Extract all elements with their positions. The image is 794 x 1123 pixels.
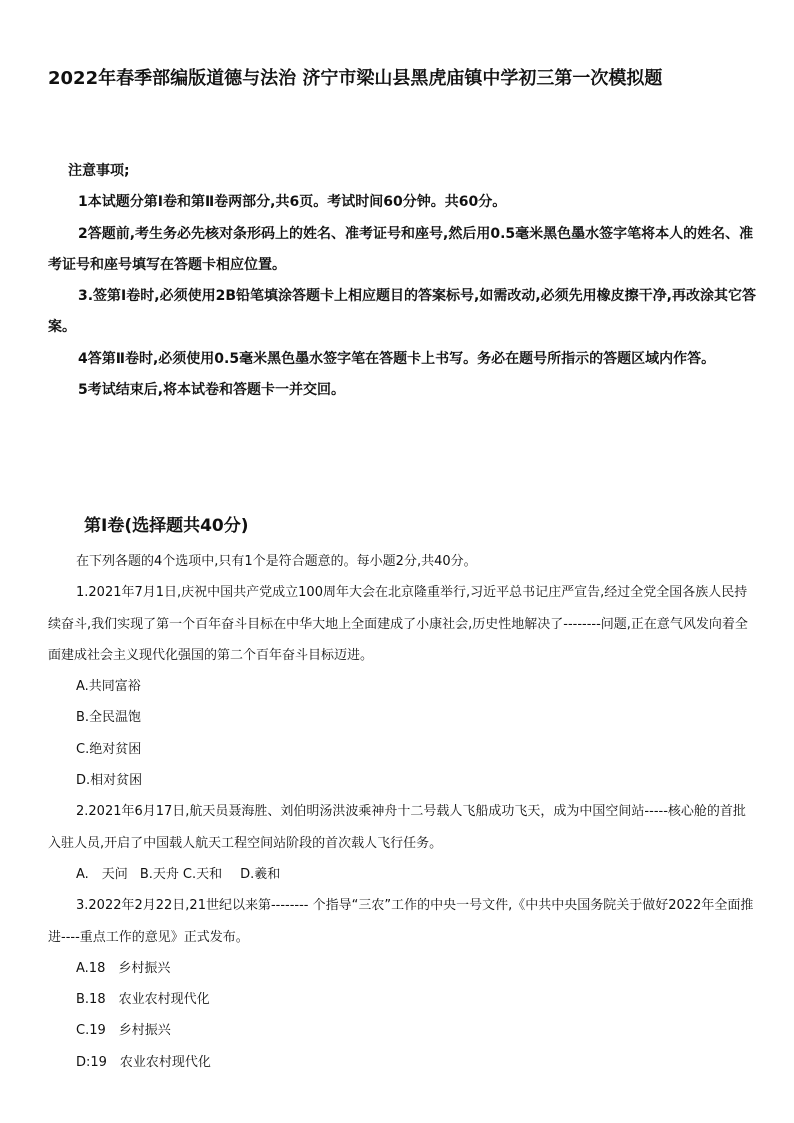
question-option: C.绝对贫困	[76, 741, 142, 757]
notes-item: 5考试结束后,将本试卷和答题卡一并交回。	[78, 382, 346, 399]
question-stem: 3.2022年2月22日,21世纪以来第-------- 个指导“三农”工作的中央一号文件,《中共中央国务院关于做好2022年全面推进----重点工作的意见》正式发布。	[48, 898, 754, 945]
notes-item: 2答题前,考生务必先核对条形码上的姓名、准考证号和座号,然后用0.5毫米黑色墨水签字笔将本人的姓名、准考证号和座号填写在答题卡相应位置。	[48, 225, 754, 273]
notes-heading: 注意事项;	[68, 163, 130, 179]
question-option: A. 天问	[76, 866, 128, 882]
notes-item: 1本试题分第Ⅰ卷和第Ⅱ卷两部分,共6页。考试时间60分钟。共60分。	[78, 194, 507, 211]
section-title: 第Ⅰ卷(选择题共40分)	[84, 516, 249, 536]
document-title: 2022年春季部编版道德与法治 济宁市梁山县黑虎庙镇中学初三第一次模拟题	[48, 68, 663, 89]
question-option: B.18 农业农村现代化	[76, 992, 210, 1008]
question-stem: 2.2021年6月17日,航天员聂海胜、刘伯明汤洪波乘神舟十二号载人飞船成功飞天，成为中国空间站-----核心舱的首批入驻人员,开启了中国载人航天工程空间站阶段的首次载人飞行任务。	[48, 804, 746, 851]
notes-section	[48, 156, 756, 406]
notes-item: 3.签第Ⅰ卷时,必须使用2B铅笔填涂答题卡上相应题目的答案标号,如需改动,必须先用橡皮擦干净,再改涂其它答案。	[48, 288, 756, 336]
question-stem: 1.2021年7月1日,庆祝中国共产党成立100周年大会在北京隆重举行,习近平总书记庄严宣告,经过全党全国各族人民持续奋斗,我们实现了第一个百年奋斗目标在中华大地上全面建成了小康社会,历史性地解决了--------问题,正在意气风发向着全面建成社会主义现代化强国的第二个百年奋斗目标迈进。	[48, 585, 748, 663]
question-option: D.羲和	[240, 866, 281, 882]
questions-section	[48, 546, 756, 1078]
section-intro: 在下列各题的4个选项中,只有1个是符合题意的。每小题2分,共40分。	[76, 554, 477, 569]
question-options-row	[48, 859, 756, 890]
question-option: D:19 农业农村现代化	[76, 1054, 211, 1070]
question-option: C.19 乡村振兴	[76, 1023, 171, 1039]
question-option: B.天舟	[139, 866, 179, 882]
question-option: B.全民温饱	[76, 710, 142, 726]
notes-item: 4答第Ⅱ卷时,必须使用0.5毫米黑色墨水签字笔在答题卡上书写。务必在题号所指示的答题区域内作答。	[78, 350, 716, 367]
question-option: A.共同富裕	[76, 679, 141, 695]
question-option: D.相对贫困	[76, 773, 143, 789]
question-option: C.天和	[182, 866, 223, 882]
question-option: A.18 乡村振兴	[76, 960, 171, 976]
